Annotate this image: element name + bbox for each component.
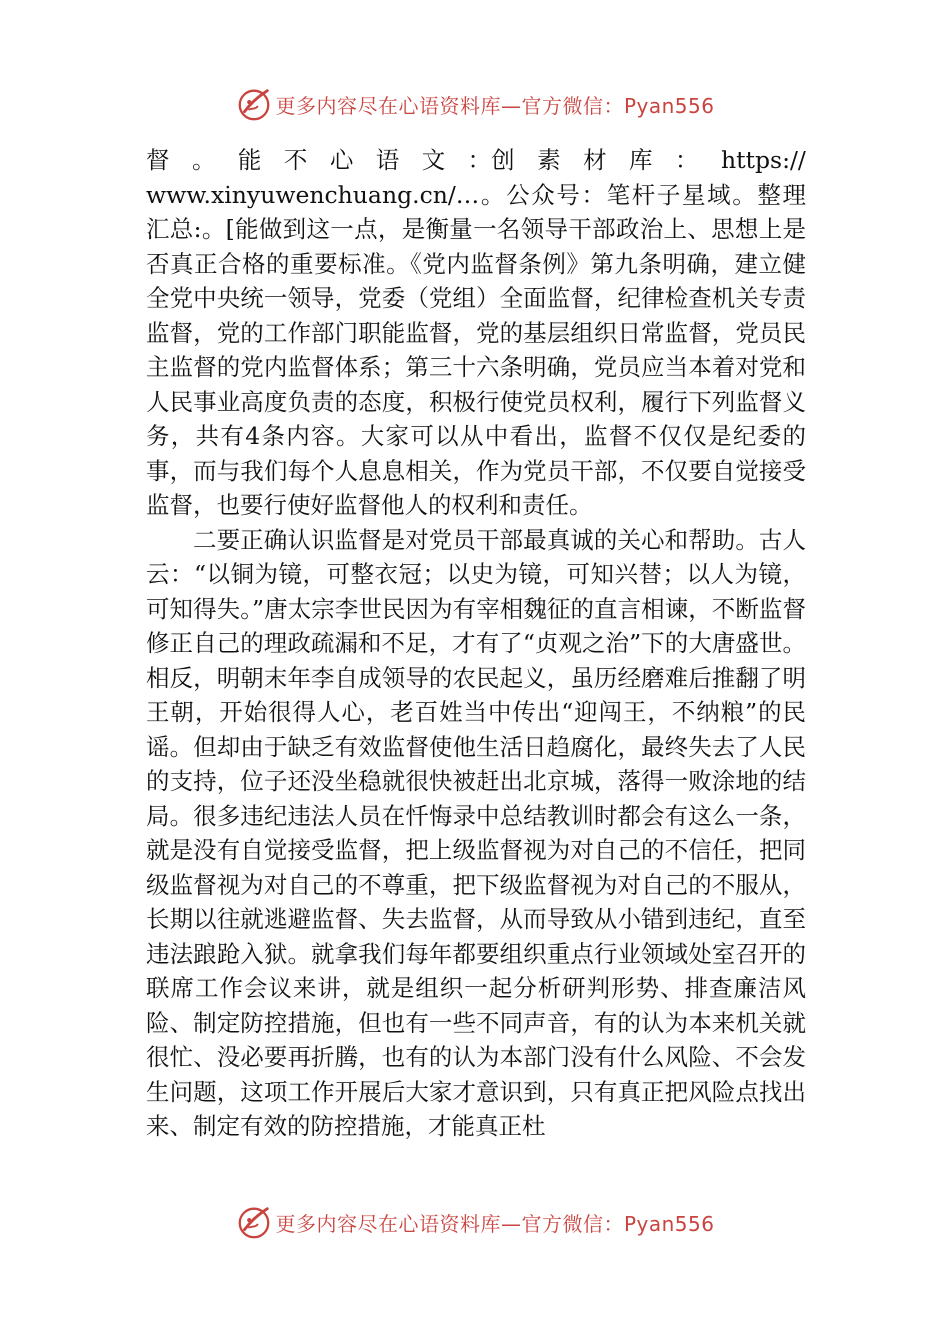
header-watermark-text: 更多内容尽在心语资料库—官方微信：Pyan556 (275, 93, 715, 118)
first-line-char: 不 (283, 146, 308, 174)
first-line-char: https:// (720, 146, 806, 174)
first-line-char: ： (674, 146, 699, 174)
brush-logo-icon (235, 85, 273, 123)
brush-logo-icon (235, 1203, 273, 1241)
first-line-char: 心 (329, 146, 354, 174)
first-line-char: 素 (537, 146, 561, 174)
document-body (146, 143, 806, 1144)
first-line-char: 材 (583, 146, 607, 174)
footer-watermark-banner (0, 1200, 950, 1244)
first-line-char: 。 (191, 146, 216, 174)
footer-watermark-text: 更多内容尽在心语资料库—官方微信：Pyan556 (275, 1211, 715, 1236)
first-line-spaced (146, 143, 806, 178)
first-line-char: 库 (629, 146, 653, 174)
paragraph-1: www.xinyuwenchuang.cn/…。公众号：笔杆子星域。整理汇总:。[能做到这一点，是衡量一名领导干部政治上、思想上是否真正合格的重要标准。《党内监督条例》第九条明确，建立健全党中央统一领导，党委（党组）全面监督，纪律检查机关专责监督，党的工作部门职能监督，党的基层组织日常监督，党员民主监督的党内监督体系；第三十六条明确，党员应当本着对党和人民事业高度负责的态度，积极行使党员权利，履行下列监督义务，共有4条内容。大家可以从中看出，监督不仅仅是纪委的事，而与我们每个人息息相关，作为党员干部，不仅要自觉接受监督，也要行使好监督他人的权利和责任。 (146, 180, 806, 519)
first-line-char: 语 (375, 146, 400, 174)
first-line-char: 文 (421, 146, 446, 174)
paragraph-2: 二要正确认识监督是对党员干部最真诚的关心和帮助。古人云：“以铜为镜，可整衣冠；以史为镜，可知兴替；以人为镜，可知得失。”唐太宗李世民因为有宰相魏征的直言相谏，不断监督修正自己的理政疏漏和不足，才有了“贞观之治”下的大唐盛世。相反，明朝末年李自成领导的农民起义，虽历经磨难后推翻了明王朝，开始很得人心，老百姓当中传出“迎闯王，不纳粮”的民谣。但却由于缺乏有效监督使他生活日趋腐化，最终失去了人民的支持，位子还没坐稳就很快被赶出北京城，落得一败涂地的结局。很多违纪违法人员在忏悔录中总结教训时都会有这么一条，就是没有自觉接受监督，把上级监督视为对自己的不信任，把同级监督视为对自己的不尊重，把下级监督视为对自己的不服从，长期以往就逃避监督、失去监督，从而导致从小错到违纪，直至违法踉跄入狱。就拿我们每年都要组织重点行业领域处室召开的联席工作会议来讲，就是组织一起分析研判形势、排查廉洁风险、制定防控措施，但也有一些不同声音，有的认为本来机关就很忙、没必要再折腾，也有的认为本部门没有什么风险、不会发生问题，这项工作开展后大家才意识到，只有真正把风险点找出来、制定有效的防控措施，才能真正杜 (146, 525, 806, 1140)
first-line-char: ：创 (467, 146, 515, 174)
first-line-char: 督 (146, 146, 170, 174)
first-line-char: 能 (237, 146, 262, 174)
header-watermark-banner (0, 82, 950, 126)
